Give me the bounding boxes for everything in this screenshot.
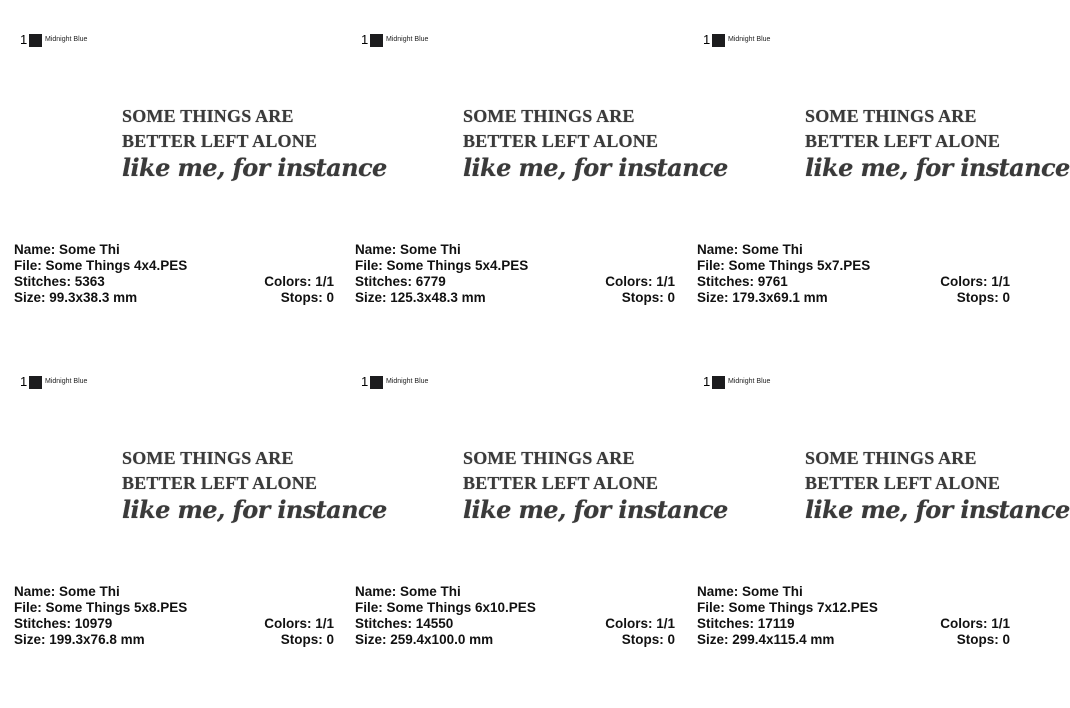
design-colors: 1/1 [656, 274, 675, 289]
thread-color-swatch [29, 376, 42, 389]
size-label: Size: [14, 290, 50, 305]
design-name: Some Thi [742, 242, 803, 257]
name-label: Name: [14, 242, 60, 257]
design-line-1: SOME THINGS ARE [122, 106, 294, 126]
stitches-label: Stitches: [697, 274, 758, 289]
design-name: Some Thi [742, 584, 803, 599]
thread-swatch-row [703, 374, 770, 390]
colors-label: Colors: [605, 616, 657, 631]
colors-label: Colors: [264, 274, 316, 289]
design-card [355, 8, 728, 338]
design-info [14, 242, 334, 306]
thread-name: Midnight Blue [386, 36, 429, 43]
design-stitches: 9761 [757, 274, 788, 289]
stops-label: Stops: [956, 290, 1003, 305]
design-line-2: BETTER LEFT ALONE [463, 131, 659, 151]
thread-name: Midnight Blue [728, 36, 771, 43]
design-colors: 1/1 [315, 616, 334, 631]
design-file: Some Things 5x8.PES [45, 600, 188, 615]
design-name: Some Thi [400, 242, 461, 257]
design-line-1: SOME THINGS ARE [805, 448, 977, 468]
design-stops: 0 [326, 632, 334, 647]
size-label: Size: [697, 290, 733, 305]
colors-label: Colors: [940, 274, 992, 289]
design-file: Some Things 6x10.PES [386, 600, 536, 615]
thread-color-swatch [370, 376, 383, 389]
design-info [355, 584, 675, 648]
colors-label: Colors: [264, 616, 316, 631]
design-line-1: SOME THINGS ARE [463, 448, 635, 468]
design-colors: 1/1 [991, 616, 1010, 631]
file-label: File: [14, 258, 46, 273]
design-line-3: like me, for instance [805, 495, 1070, 524]
stitches-label: Stitches: [697, 616, 758, 631]
design-info [697, 584, 1010, 648]
stops-label: Stops: [621, 632, 668, 647]
design-line-3: like me, for instance [463, 495, 728, 524]
embroidery-design-preview [805, 104, 1070, 194]
thread-number: 1 [703, 374, 711, 389]
design-file: Some Things 4x4.PES [45, 258, 188, 273]
embroidery-design-preview [122, 104, 387, 194]
design-line-3: like me, for instance [122, 153, 387, 182]
design-line-2: BETTER LEFT ALONE [805, 473, 1001, 493]
design-stops: 0 [1002, 290, 1010, 305]
thread-number: 1 [361, 374, 369, 389]
thread-swatch-row [703, 32, 770, 48]
colors-label: Colors: [940, 616, 992, 631]
design-size: 259.4x100.0 mm [390, 632, 494, 647]
file-label: File: [355, 258, 387, 273]
design-line-1: SOME THINGS ARE [122, 448, 294, 468]
design-file: Some Things 5x4.PES [386, 258, 529, 273]
name-label: Name: [355, 242, 401, 257]
stitches-label: Stitches: [355, 616, 416, 631]
design-colors: 1/1 [991, 274, 1010, 289]
thread-swatch-row [20, 374, 87, 390]
stops-label: Stops: [621, 290, 668, 305]
design-line-1: SOME THINGS ARE [805, 106, 977, 126]
design-card [697, 8, 1070, 338]
design-stops: 0 [1002, 632, 1010, 647]
design-line-1: SOME THINGS ARE [463, 106, 635, 126]
design-file: Some Things 7x12.PES [728, 600, 878, 615]
embroidery-design-preview [805, 446, 1070, 536]
thread-number: 1 [361, 32, 369, 47]
thread-name: Midnight Blue [728, 378, 771, 385]
design-card [14, 350, 387, 680]
thread-color-swatch [712, 34, 725, 47]
thread-swatch-row [20, 32, 87, 48]
design-info [697, 242, 1010, 306]
design-file: Some Things 5x7.PES [728, 258, 871, 273]
design-size: 199.3x76.8 mm [49, 632, 145, 647]
embroidery-design-preview [122, 446, 387, 536]
thread-number: 1 [20, 374, 28, 389]
design-line-3: like me, for instance [463, 153, 728, 182]
name-label: Name: [697, 242, 743, 257]
design-colors: 1/1 [315, 274, 334, 289]
design-stitches: 5363 [74, 274, 105, 289]
thread-name: Midnight Blue [45, 36, 88, 43]
design-info [14, 584, 334, 648]
design-name: Some Thi [59, 584, 120, 599]
name-label: Name: [355, 584, 401, 599]
design-name: Some Thi [59, 242, 120, 257]
design-card [697, 350, 1070, 680]
name-label: Name: [14, 584, 60, 599]
stitches-label: Stitches: [14, 274, 75, 289]
thread-number: 1 [703, 32, 711, 47]
design-stops: 0 [667, 290, 675, 305]
thread-color-swatch [712, 376, 725, 389]
design-size: 99.3x38.3 mm [49, 290, 138, 305]
stitches-label: Stitches: [14, 616, 75, 631]
design-size: 299.4x115.4 mm [732, 632, 835, 647]
size-label: Size: [697, 632, 733, 647]
design-stops: 0 [667, 632, 675, 647]
thread-swatch-row [361, 32, 428, 48]
size-label: Size: [14, 632, 50, 647]
design-stitches: 17119 [757, 616, 795, 631]
design-stitches: 6779 [415, 274, 446, 289]
file-label: File: [14, 600, 46, 615]
design-stitches: 14550 [415, 616, 454, 631]
colors-label: Colors: [605, 274, 657, 289]
thread-color-swatch [370, 34, 383, 47]
file-label: File: [697, 258, 729, 273]
design-size: 179.3x69.1 mm [732, 290, 828, 305]
design-line-2: BETTER LEFT ALONE [122, 473, 318, 493]
design-line-2: BETTER LEFT ALONE [122, 131, 318, 151]
design-line-3: like me, for instance [122, 495, 387, 524]
stops-label: Stops: [956, 632, 1003, 647]
stops-label: Stops: [280, 632, 327, 647]
design-line-3: like me, for instance [805, 153, 1070, 182]
file-label: File: [355, 600, 387, 615]
name-label: Name: [697, 584, 743, 599]
design-name: Some Thi [400, 584, 461, 599]
design-line-2: BETTER LEFT ALONE [805, 131, 1001, 151]
thread-number: 1 [20, 32, 28, 47]
design-line-2: BETTER LEFT ALONE [463, 473, 659, 493]
embroidery-design-preview [463, 446, 728, 536]
thread-color-swatch [29, 34, 42, 47]
file-label: File: [697, 600, 729, 615]
thread-swatch-row [361, 374, 428, 390]
thread-name: Midnight Blue [45, 378, 88, 385]
size-label: Size: [355, 632, 391, 647]
thread-name: Midnight Blue [386, 378, 429, 385]
design-stops: 0 [326, 290, 334, 305]
design-info [355, 242, 675, 306]
design-size: 125.3x48.3 mm [390, 290, 486, 305]
design-colors: 1/1 [656, 616, 675, 631]
embroidery-design-preview [463, 104, 728, 194]
size-label: Size: [355, 290, 391, 305]
stitches-label: Stitches: [355, 274, 416, 289]
stops-label: Stops: [280, 290, 327, 305]
design-card [14, 8, 387, 338]
design-card [355, 350, 728, 680]
design-stitches: 10979 [74, 616, 113, 631]
